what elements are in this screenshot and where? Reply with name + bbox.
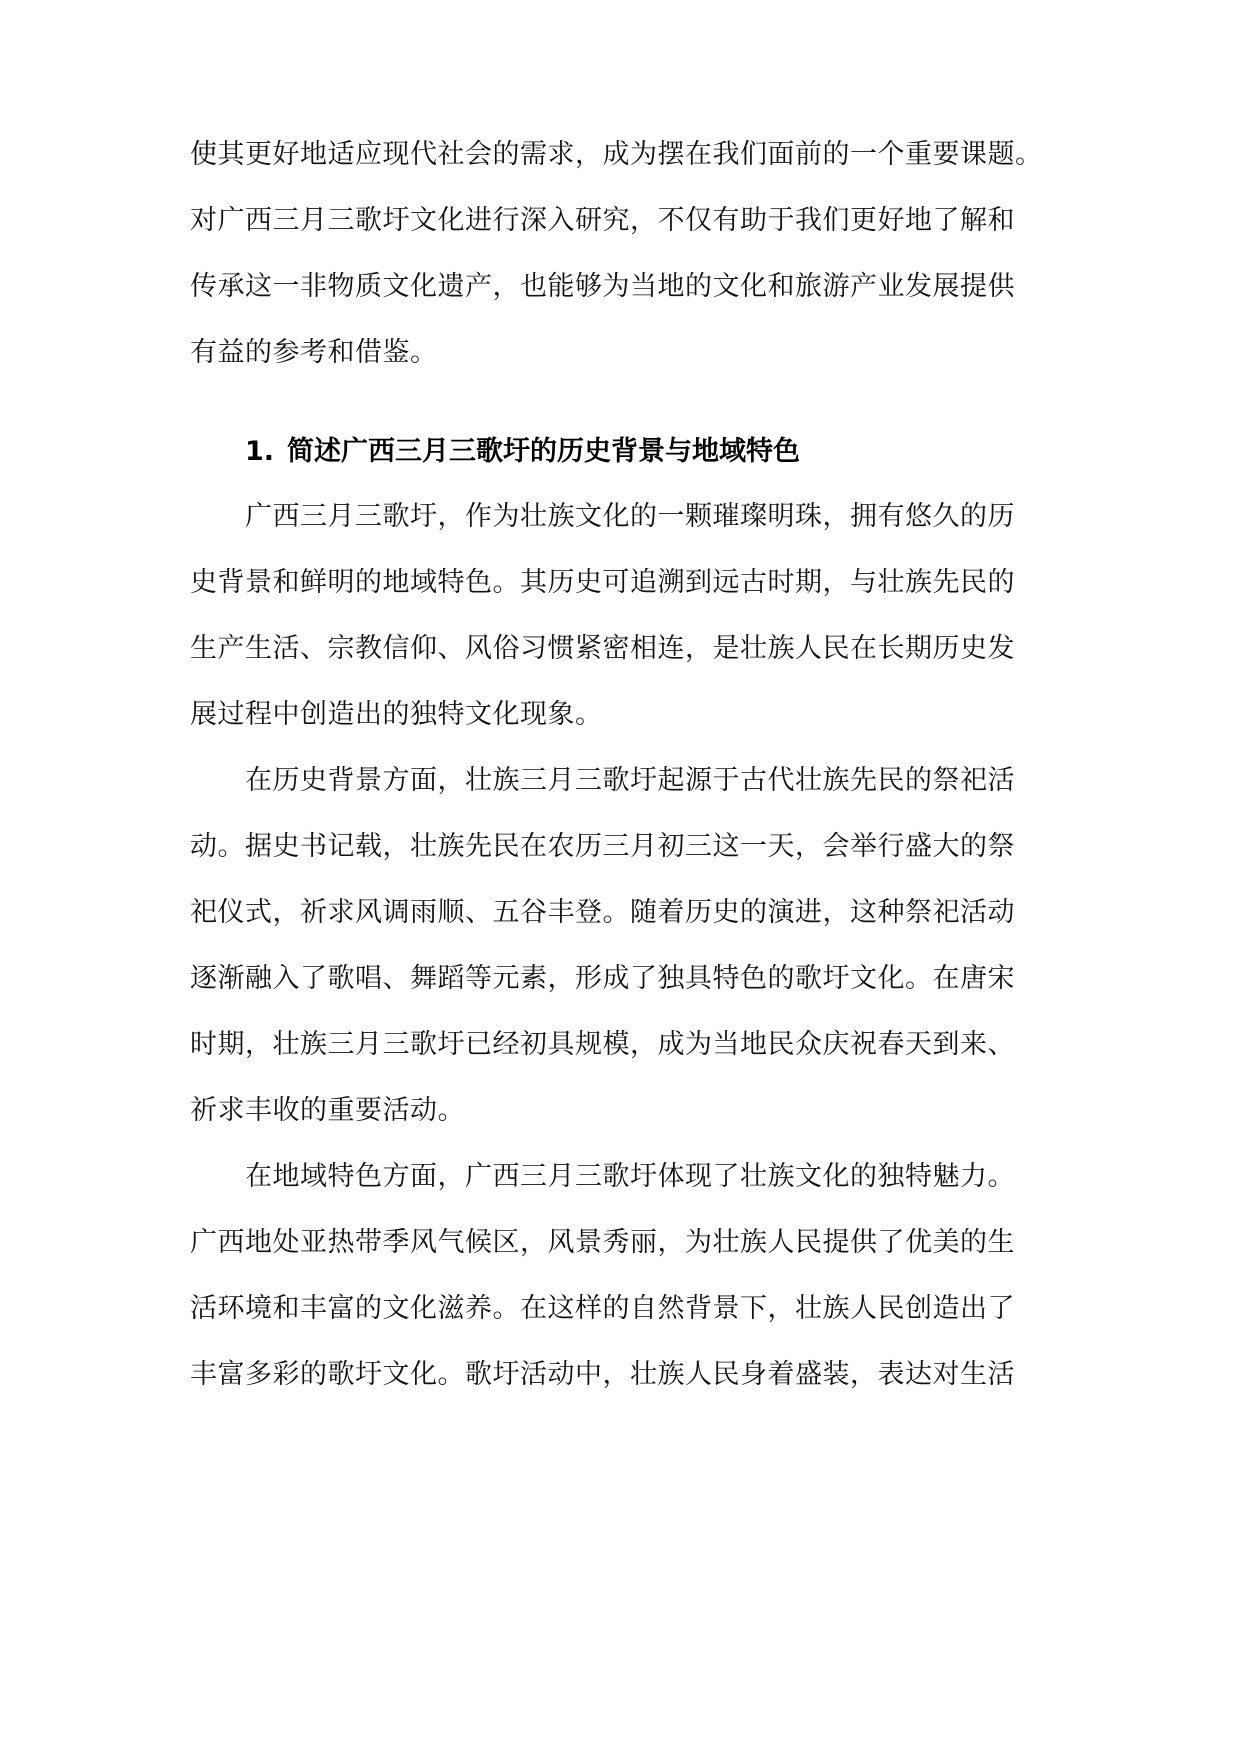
- intro-line-1: 使其更好地适应现代社会的需求，成为摆在我们面前的一个重要课题。: [190, 139, 1043, 170]
- p2-line-3: 祀仪式，祈求风调雨顺、五谷丰登。随着历史的演进，这种祭祀活动: [190, 897, 1015, 928]
- section-heading: [245, 432, 1080, 472]
- p2-line-4: 逐渐融入了歌唱、舞蹈等元素，形成了独具特色的歌圩文化。在唐宋: [190, 963, 1015, 994]
- p3-line-1: 在地域特色方面，广西三月三歌圩体现了壮族文化的独特魅力。: [245, 1161, 1015, 1192]
- p1-line-1: 广西三月三歌圩，作为壮族文化的一颗璀璨明珠，拥有悠久的历: [245, 501, 1015, 532]
- p1-line-4: 展过程中创造出的独特文化现象。: [190, 699, 603, 730]
- p1-line-3: 生产生活、宗教信仰、风俗习惯紧密相连，是壮族人民在长期历史发: [190, 633, 1015, 664]
- intro-line-2: 对广西三月三歌圩文化进行深入研究，不仅有助于我们更好地了解和: [190, 205, 1015, 236]
- intro-line-3: 传承这一非物质文化遗产，也能够为当地的文化和旅游产业发展提供: [190, 271, 1015, 302]
- p3-line-2: 广西地处亚热带季风气候区，风景秀丽，为壮族人民提供了优美的生: [190, 1227, 1015, 1258]
- intro-line-4: 有益的参考和借鉴。: [190, 337, 438, 368]
- p2-line-1: 在历史背景方面，壮族三月三歌圩起源于古代壮族先民的祭祀活: [245, 765, 1015, 796]
- section-title: 简述广西三月三歌圩的历史背景与地域特色: [287, 436, 800, 467]
- p3-line-4: 丰富多彩的歌圩文化。歌圩活动中，壮族人民身着盛装，表达对生活: [190, 1359, 1015, 1390]
- p2-line-6: 祈求丰收的重要活动。: [190, 1095, 465, 1126]
- p2-line-5: 时期，壮族三月三歌圩已经初具规模，成为当地民众庆祝春天到来、: [190, 1029, 1015, 1060]
- p2-line-2: 动。据史书记载，壮族先民在农历三月初三这一天，会举行盛大的祭: [190, 831, 1015, 862]
- p1-line-2: 史背景和鲜明的地域特色。其历史可追溯到远古时期，与壮族先民的: [190, 567, 1015, 598]
- section-number: 1.: [245, 436, 275, 467]
- p3-line-3: 活环境和丰富的文化滋养。在这样的自然背景下，壮族人民创造出了: [190, 1293, 1015, 1324]
